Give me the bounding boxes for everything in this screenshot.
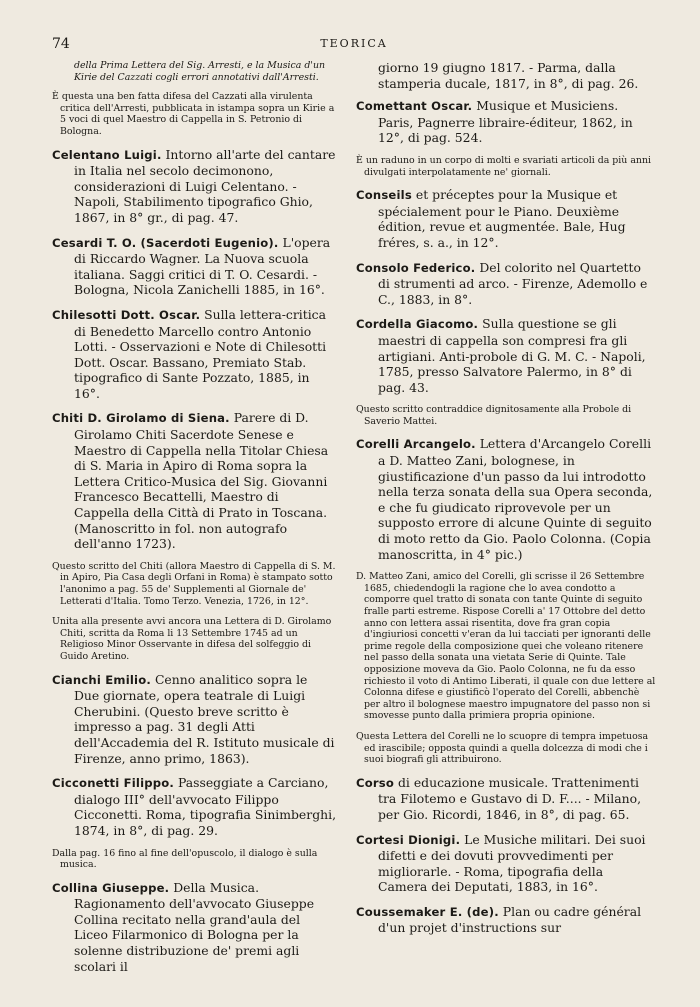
note: Questo scritto contraddice dignitosamente alla Probole di Saverio Mattei.	[356, 404, 632, 427]
entry-heading: Cicconetti Filippo.	[52, 776, 175, 791]
entry	[52, 147, 336, 226]
entry-heading: Cianchi Emilio.	[52, 672, 151, 687]
continued-note: della Prima Lettera del Sig. Arresti, e la Musica d'un Kirie del Cazzati cogli errori annotativi dall'Arresti.	[74, 60, 326, 83]
note: Questo scritto del Chiti (allora Maestro di Cappella di S. M. in Apiro, Pia Casa degli Orfani in Roma) è stampato sotto l'anonimo a pag. 55 de' Supplementi al Giornale de' Letterati d'Italia. Tomo Terzo. Venezia, 1726, in 12°.	[52, 560, 336, 607]
entry-heading: Chilesotti Dott. Oscar.	[52, 307, 201, 322]
entry-text: Passeggiate a Carciano, dialogo III° dell'avvocato Filippo Cicconetti. Roma, tipografia Sinimberghi, 1874, in 8°, di pag. 29.	[74, 775, 337, 838]
left-column	[52, 60, 336, 983]
entry-heading: Comettant Oscar.	[356, 99, 473, 114]
entry-heading: Celentano Luigi.	[52, 147, 162, 162]
continued-text: giorno 19 giugno 1817. - Parma, dalla stamperia ducale, 1817, in 8°, di pag. 26.	[378, 60, 639, 91]
entry-text: Del colorito nel Quartetto di strumenti ad arco. - Firenze, Ademollo e C., 1883, in 8°.	[378, 259, 648, 307]
entry	[356, 187, 656, 250]
entry	[356, 260, 656, 308]
note: Questa Lettera del Corelli ne lo scuopre di tempra impetuosa ed irascibile; opposta quindi a quella dolcezza di modi che i suoi biografi gli attribuirono.	[356, 730, 649, 766]
entry-text: Sulla questione se gli maestri di cappella son compresi fra gli artigiani. Anti-probole di G. M. C. - Napoli, 1785, presso Salvatore Palermo, in 8° di pag. 43.	[378, 316, 646, 395]
entry-heading: Cesardi T. O. (Sacerdoti Eugenio).	[52, 235, 279, 250]
entry	[52, 307, 336, 402]
running-title: TEORICA	[320, 37, 388, 50]
entry-heading: Corso	[356, 775, 395, 790]
note: È un raduno in un corpo di molti e svariati articoli da più anni divulgati interpolatamente ne' giornali.	[356, 154, 651, 178]
entry-text: Intorno all'arte del cantare in Italia nel secolo decimonono, considerazioni di Luigi Celentano. - Napoli, Stabilimento tipografico Ghio, 1867, in 8° gr., di pag. 47.	[74, 146, 336, 225]
entry	[356, 98, 656, 146]
entry	[356, 436, 656, 562]
page-number: 74	[52, 36, 70, 52]
entry	[52, 672, 336, 767]
note: Dalla pag. 16 fino al fine dell'opuscolo, il dialogo è sulla musica.	[52, 847, 318, 871]
entry	[52, 775, 336, 838]
entry	[356, 832, 656, 895]
entry-text: et préceptes pour la Musique et spécialement pour le Piano. Deuxième édition, revue et augmentée. Bale, Hug fréres, s. a., in 12°.	[378, 187, 626, 250]
entry-heading: Cordella Giacomo.	[356, 317, 479, 332]
entry	[356, 904, 656, 936]
entry	[52, 880, 336, 975]
page-header	[52, 36, 656, 56]
entry-heading: Conseils	[356, 188, 412, 203]
entry-text: Lettera d'Arcangelo Corelli a D. Matteo Zani, bolognese, in giustificazione d'un passo da lui introdotto nella terza sonata della sua Opera seconda, e che fu giudicato riprovevole per un supposto errore di alcune Quinte di seguito di moto retto da Gio. Paolo Colonna. (Copia manoscritta, in 4° pic.)	[378, 436, 653, 562]
entry	[52, 410, 336, 551]
note: È questa una ben fatta difesa del Cazzati alla virulenta critica dell'Arresti, pubblicata in istampa sopra un Kirie a 5 voci di quel Maestro di Cappella in S. Petronio di Bologna.	[52, 91, 335, 137]
entry-heading: Coussemaker E. (de).	[356, 904, 499, 919]
entry-heading: Collina Giuseppe.	[52, 880, 170, 895]
entry-heading: Corelli Arcangelo.	[356, 437, 476, 452]
entry-text: Musique et Musiciens. Paris, Pagnerre libraire-éditeur, 1862, in 12°, di pag. 524.	[378, 98, 633, 146]
entry-text: Cenno analitico sopra le Due giornate, opera teatrale di Luigi Cherubini. (Questo breve scritto è impresso a pag. 31 degli Atti dell'Accademia del R. Istituto musicale di Firenze, anno primo, 1863).	[74, 671, 335, 766]
entry-heading: Cortesi Dionigi.	[356, 832, 461, 847]
note: D. Matteo Zani, amico del Corelli, gli scrisse il 26 Settembre 1685, chiedendogli la ragione che lo avea condotto a comporre quel tratto di sonata con tante Quinte di seguito fralle parti estreme. Rispose Corelli a' 17 Ottobre del detto anno con lettera assai risentita, dove fra gran copia d'ingiuriosi concetti v'eran da lui tacciati per ignoranti delle prime regole della composizione quei che voleano ritenere nel passo della sonata una vietata Serie di Quinte. Tale opposizione moveva da Gio. Paolo Colonna, ne fu da esso richiesto il voto di Antimo Liberati, il quale con due lettere al Colonna difese e giustificò l'operato del Corelli, abbenchè per altro il bolognese maestro impugnatore del passo non si smovesse punto dalla primiera propria opinione.	[356, 571, 656, 722]
entry-text: L'opera di Riccardo Wagner. La Nuova scuola italiana. Saggi critici di T. O. Cesardi. - Bologna, Nicola Zanichelli 1885, in 16°.	[74, 234, 331, 298]
entry-heading: Chiti D. Girolamo di Siena.	[52, 411, 230, 426]
right-column	[356, 60, 656, 945]
entry-text: Della Musica. Ragionamento dell'avvocato Giuseppe Collina recitato nella grand'aula del Liceo Filarmonico di Bologna per la solenne distribuzione de' premi agli scolari il	[74, 879, 315, 974]
entry	[356, 775, 656, 823]
entry-text: di educazione musicale. Trattenimenti tra Filotemo e Gustavo di D. F.... - Milano, per Gio. Ricordi, 1846, in 8°, di pag. 65.	[378, 774, 642, 822]
entry	[356, 316, 656, 395]
entry-text: Plan ou cadre général d'un projet d'instructions sur	[378, 903, 642, 936]
entry	[52, 235, 336, 298]
entry-text: Parere di D. Girolamo Chiti Sacerdote Senese e Maestro di Cappella nella Titolar Chiesa di S. Maria in Apiro di Roma sopra la Lettera Critico-Musica del Sig. Giovanni Francesco Becattelli, Maestro di Cappella della Città di Prato in Toscana. (Manoscritto in fol. non autografo dell'anno 1723).	[74, 410, 329, 552]
entry-heading: Consolo Federico.	[356, 260, 476, 275]
entry-text: Sulla lettera-critica di Benedetto Marcello contro Antonio Lotti. - Osservazioni e Note di Chilesotti Dott. Oscar. Bassano, Premiato Stab. tipografico di Sante Pozzato, 1885, in 16°.	[74, 306, 327, 401]
note: Unita alla presente avvi ancora una Lettera di D. Girolamo Chiti, scritta da Roma li 13 Settembre 1745 ad un Religioso Minor Osservante in difesa del solfeggio di Guido Aretino.	[52, 616, 332, 662]
entry-text: Le Musiche militari. Dei suoi difetti e dei dovuti provvedimenti per migliorarle. - Roma, tipografia della Camera dei Deputati, 1883, in 16°.	[378, 831, 646, 895]
